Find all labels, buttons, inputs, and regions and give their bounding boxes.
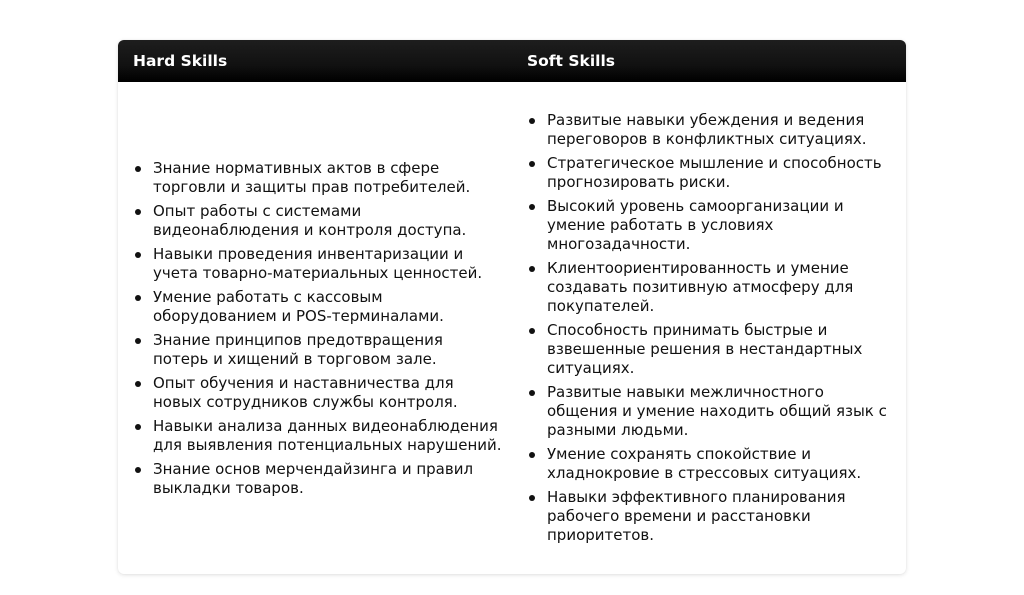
header-hard-skills: Hard Skills [133, 52, 228, 70]
list-item [133, 417, 502, 455]
list-item [527, 321, 896, 378]
list-item [133, 331, 502, 369]
list-item-text: Развитые навыки межличностного общения и умение находить общий язык с разными людьми. [547, 383, 887, 439]
bullet-icon [529, 452, 535, 458]
list-item-text: Способность принимать быстрые и взвешенные решения в нестандартных ситуациях. [547, 321, 863, 377]
bullet-icon [529, 495, 535, 501]
list-item-text: Знание принципов предотвращения потерь и хищений в торговом зале. [153, 330, 443, 368]
list-item [527, 154, 896, 192]
skills-table [118, 40, 906, 574]
bullet-icon [135, 166, 141, 172]
list-item [133, 245, 502, 283]
list-item-text: Навыки эффективного планирования рабочего времени и расстановки приоритетов. [547, 488, 846, 544]
bullet-icon [135, 338, 141, 344]
table-header [118, 40, 906, 82]
list-item-text: Опыт работы с системами видеонаблюдения и контроля доступа. [153, 201, 467, 239]
list-item-text: Навыки анализа данных видеонаблюдения для выявления потенциальных нарушений. [153, 416, 502, 454]
soft-skills-list [527, 111, 896, 545]
list-item [133, 202, 502, 240]
list-item-text: Развитые навыки убеждения и ведения переговоров в конфликтных ситуациях. [547, 111, 867, 148]
bullet-icon [529, 390, 535, 396]
list-item-text: Навыки проведения инвентаризации и учета товарно-материальных ценностей. [153, 244, 483, 282]
hard-skills-column [118, 82, 512, 574]
list-item [527, 259, 896, 316]
bullet-icon [135, 467, 141, 473]
list-item-text: Знание нормативных актов в сфере торговли и защиты прав потребителей. [153, 158, 471, 196]
bullet-icon [529, 266, 535, 272]
header-soft-skills: Soft Skills [527, 52, 615, 70]
soft-skills-column [512, 82, 906, 574]
bullet-icon [529, 328, 535, 334]
bullet-icon [529, 118, 535, 124]
list-item-text: Стратегическое мышление и способность прогнозировать риски. [547, 154, 882, 191]
list-item [527, 111, 896, 149]
list-item [133, 159, 502, 197]
list-item [133, 374, 502, 412]
bullet-icon [529, 161, 535, 167]
bullet-icon [135, 295, 141, 301]
bullet-icon [135, 381, 141, 387]
list-item-text: Опыт обучения и наставничества для новых сотрудников службы контроля. [153, 373, 458, 411]
bullet-icon [529, 204, 535, 210]
bullet-icon [135, 252, 141, 258]
list-item [133, 460, 502, 498]
table-body [118, 82, 906, 574]
bullet-icon [135, 424, 141, 430]
list-item-text: Умение работать с кассовым оборудованием и POS-терминалами. [153, 287, 444, 325]
list-item [527, 488, 896, 545]
list-item-text: Высокий уровень самоорганизации и умение работать в условиях многозадачности. [547, 197, 844, 253]
list-item-text: Знание основ мерчендайзинга и правил выкладки товаров. [153, 459, 474, 497]
list-item [133, 288, 502, 326]
list-item-text: Умение сохранять спокойствие и хладнокровие в стрессовых ситуациях. [547, 445, 862, 482]
list-item [527, 445, 896, 483]
hard-skills-list [133, 159, 502, 498]
bullet-icon [135, 209, 141, 215]
list-item-text: Клиентоориентированность и умение создавать позитивную атмосферу для покупателей. [547, 259, 854, 315]
list-item [527, 197, 896, 254]
list-item [527, 383, 896, 440]
